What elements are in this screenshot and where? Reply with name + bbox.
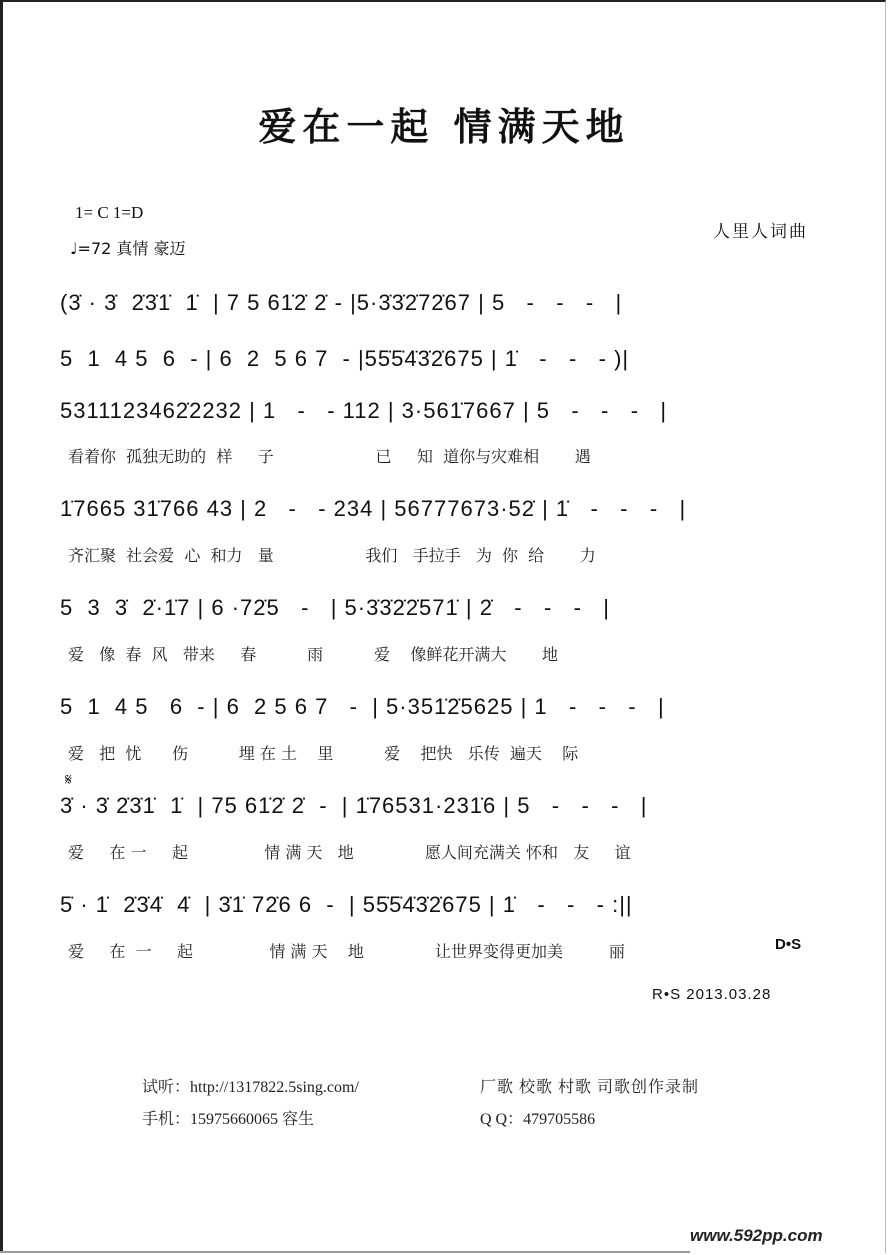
lyric-line-6: 爱 把 忧 伤 埋 在 土 里 爱 把快 乐传 遍天 际: [68, 744, 579, 763]
staff-line-1: [60, 290, 820, 320]
qq-contact: Q Q：479705586: [480, 1111, 596, 1128]
staff-line-4: [60, 496, 820, 526]
watermark: www.592pp.com: [690, 1226, 823, 1245]
notes: 5311123462̇2232 | 1 - - 112 | 3·561̇7667 | 5 - - - |: [60, 398, 668, 423]
listen-link[interactable]: 试听：http://1317822.5sing.com/: [142, 1079, 359, 1096]
staff-line-5: [60, 595, 820, 625]
service-text: 厂歌 校歌 村歌 司歌创作录制: [480, 1079, 700, 1096]
bottom-divider: [0, 1251, 690, 1253]
notes: 3̇ · 3̇ 2̇3̇1̇ 1̇ | 75 61̇2̇ 2̇ - | 1̇76531·231̇6 | 5 - - - |: [60, 793, 648, 818]
lyric-line-3: 看着你 孤独无助的 样 子 已 知 道你与灾难相 遇: [68, 447, 591, 466]
staff-line-3: [60, 398, 820, 428]
staff-line-2: [60, 346, 820, 376]
notes: 1̇7665 31̇766 43 | 2 - - 234 | 56777673·52̇ | 1̇ - - - |: [60, 496, 687, 521]
staff-line-6: [60, 694, 820, 724]
score-date: R•S 2013.03.28: [652, 986, 772, 1003]
lyric-line-8: 爱 在 一 起 情 满 天 地 让世界变得更加美 丽: [68, 942, 625, 961]
staff-line-8: [60, 892, 820, 922]
lyric-line-4: 齐汇聚 社会爱 心 和力 量 我们 手拉手 为 你 给 力: [68, 546, 596, 565]
notes: 5̇ · 1̇ 2̇3̇4̇ 4̇ | 3̇1̇ 72̇6 6 - | 55̇5̇4̇3̇2̇675 | 1̇ - - - :||: [60, 892, 633, 917]
phone-contact: 手机：15975660065 容生: [142, 1111, 315, 1128]
song-title: 爱在一起 情满天地: [258, 104, 630, 149]
notes: 5 1 4 5 6 - | 6 2 5 6 7 - | 5·351̇2̇5625 | 1 - - - |: [60, 694, 665, 719]
notes: 5 1 4 5 6 - | 6 2 5 6 7 - |55̇5̇4̇3̇2̇675 | 1̇ - - - )|: [60, 346, 630, 371]
segno-sign: 𝄋: [65, 770, 72, 789]
key-signature: 1= C 1=D: [75, 203, 144, 222]
lyric-line-5: 爱 像 春 风 带来 春 雨 爱 像鲜花开满大 地: [68, 645, 558, 664]
author-credit: 人里人词曲: [713, 222, 808, 242]
tempo-marking: ♩=72 真情 豪迈: [70, 239, 186, 258]
notes: (3̇ · 3̇ 2̇3̇1̇ 1̇ | 7 5 61̇2̇ 2̇ - |5·3̇3̇2̇72̇67 | 5 - - - |: [60, 290, 623, 315]
notes: 5 3 3̇ 2̇·1̇7 | 6 ·72̇5 - | 5·3̇3̇2̇2̇571̇ | 2̇ - - - |: [60, 595, 610, 620]
staff-line-7: [60, 793, 820, 823]
dal-segno-mark: D•S: [775, 936, 802, 953]
lyric-line-7: 爱 在 一 起 情 满 天 地 愿人间充满关 怀和 友 谊: [68, 843, 631, 862]
